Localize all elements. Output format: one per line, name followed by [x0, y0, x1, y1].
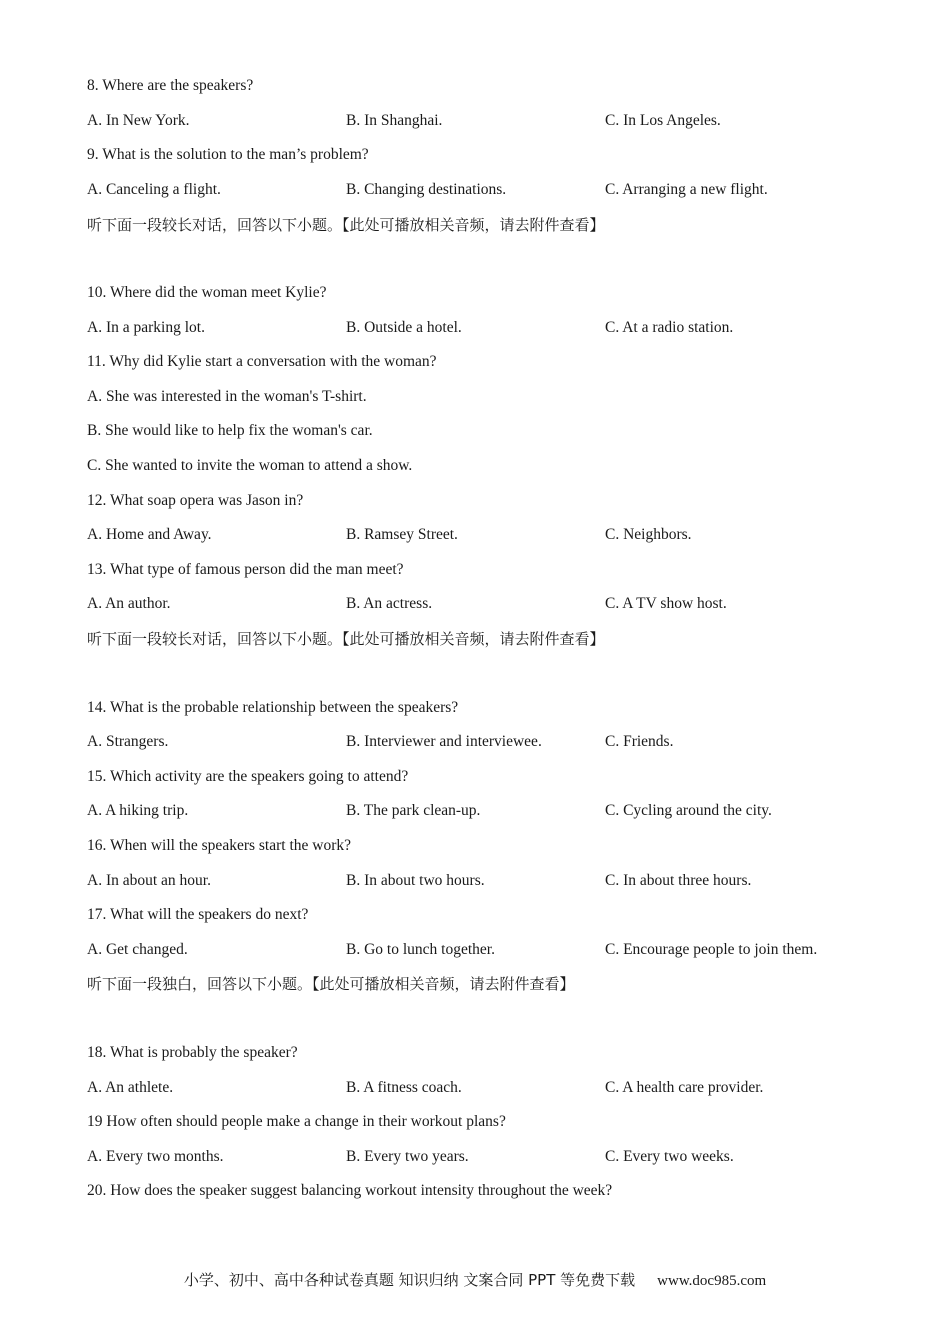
question-9: 9. What is the solution to the man’s problem? — [87, 146, 369, 163]
q17-option-c: C. Encourage people to join them. — [605, 941, 818, 958]
question-20: 20. How does the speaker suggest balancing workout intensity throughout the week? — [87, 1182, 613, 1199]
audio-instruction: 听下面一段独白，回答以下小题。【此处可播放相关音频，请去附件查看】 — [87, 975, 575, 993]
q16-option-b: B. In about two hours. — [346, 872, 485, 889]
q16-option-c: C. In about three hours. — [605, 872, 752, 889]
question-15: 15. Which activity are the speakers going to attend? — [87, 768, 409, 785]
question-11: 11. Why did Kylie start a conversation with the woman? — [87, 353, 437, 370]
q13-option-a: A. An author. — [87, 595, 171, 612]
q18-option-b: B. A fitness coach. — [346, 1079, 462, 1096]
q12-option-c: C. Neighbors. — [605, 526, 692, 543]
q18-option-c: C. A health care provider. — [605, 1079, 764, 1096]
q14-option-a: A. Strangers. — [87, 733, 169, 750]
q19-option-a: A. Every two months. — [87, 1148, 224, 1165]
footer-text: 小学、初中、高中各种试卷真题 知识归纳 文案合同 PPT 等免费下载 — [183, 1271, 636, 1289]
audio-instruction: 听下面一段较长对话，回答以下小题。【此处可播放相关音频，请去附件查看】 — [87, 216, 605, 234]
q18-option-a: A. An athlete. — [87, 1079, 174, 1096]
q17-option-b: B. Go to lunch together. — [346, 941, 495, 958]
q14-option-b: B. Interviewer and interviewee. — [346, 733, 542, 750]
q16-option-a: A. In about an hour. — [87, 872, 211, 889]
q19-option-b: B. Every two years. — [346, 1148, 469, 1165]
question-16: 16. When will the speakers start the work? — [87, 837, 351, 854]
q14-option-c: C. Friends. — [605, 733, 674, 750]
q15-option-c: C. Cycling around the city. — [605, 802, 772, 819]
q13-option-c: C. A TV show host. — [605, 595, 727, 612]
q11-option-c: C. She wanted to invite the woman to attend a show. — [87, 457, 413, 474]
q15-option-a: A. A hiking trip. — [87, 802, 189, 819]
q10-option-a: A. In a parking lot. — [87, 319, 205, 336]
q12-option-b: B. Ramsey Street. — [346, 526, 458, 543]
q12-option-a: A. Home and Away. — [87, 526, 212, 543]
q10-option-b: B. Outside a hotel. — [346, 319, 462, 336]
q8-option-b: B. In Shanghai. — [346, 112, 443, 129]
q15-option-b: B. The park clean-up. — [346, 802, 481, 819]
question-10: 10. Where did the woman meet Kylie? — [87, 284, 327, 301]
page-footer — [0, 1270, 950, 1291]
q8-option-c: C. In Los Angeles. — [605, 112, 721, 129]
q9-option-a: A. Canceling a flight. — [87, 181, 221, 198]
audio-instruction: 听下面一段较长对话，回答以下小题。【此处可播放相关音频，请去附件查看】 — [87, 630, 605, 648]
q9-option-c: C. Arranging a new flight. — [605, 181, 768, 198]
q17-option-a: A. Get changed. — [87, 941, 188, 958]
question-8: 8. Where are the speakers? — [87, 77, 254, 94]
question-12: 12. What soap opera was Jason in? — [87, 492, 304, 509]
question-17: 17. What will the speakers do next? — [87, 906, 309, 923]
q9-option-b: B. Changing destinations. — [346, 181, 507, 198]
q10-option-c: C. At a radio station. — [605, 319, 734, 336]
question-13: 13. What type of famous person did the man meet? — [87, 561, 404, 578]
footer-link[interactable]: www.doc985.com — [657, 1273, 767, 1289]
q11-option-b: B. She would like to help fix the woman's car. — [87, 422, 373, 439]
question-19: 19 How often should people make a change in their workout plans? — [87, 1113, 506, 1130]
question-18: 18. What is probably the speaker? — [87, 1044, 298, 1061]
q8-option-a: A. In New York. — [87, 112, 190, 129]
q13-option-b: B. An actress. — [346, 595, 433, 612]
question-14: 14. What is the probable relationship between the speakers? — [87, 699, 459, 716]
q19-option-c: C. Every two weeks. — [605, 1148, 734, 1165]
q11-option-a: A. She was interested in the woman's T-shirt. — [87, 388, 367, 405]
